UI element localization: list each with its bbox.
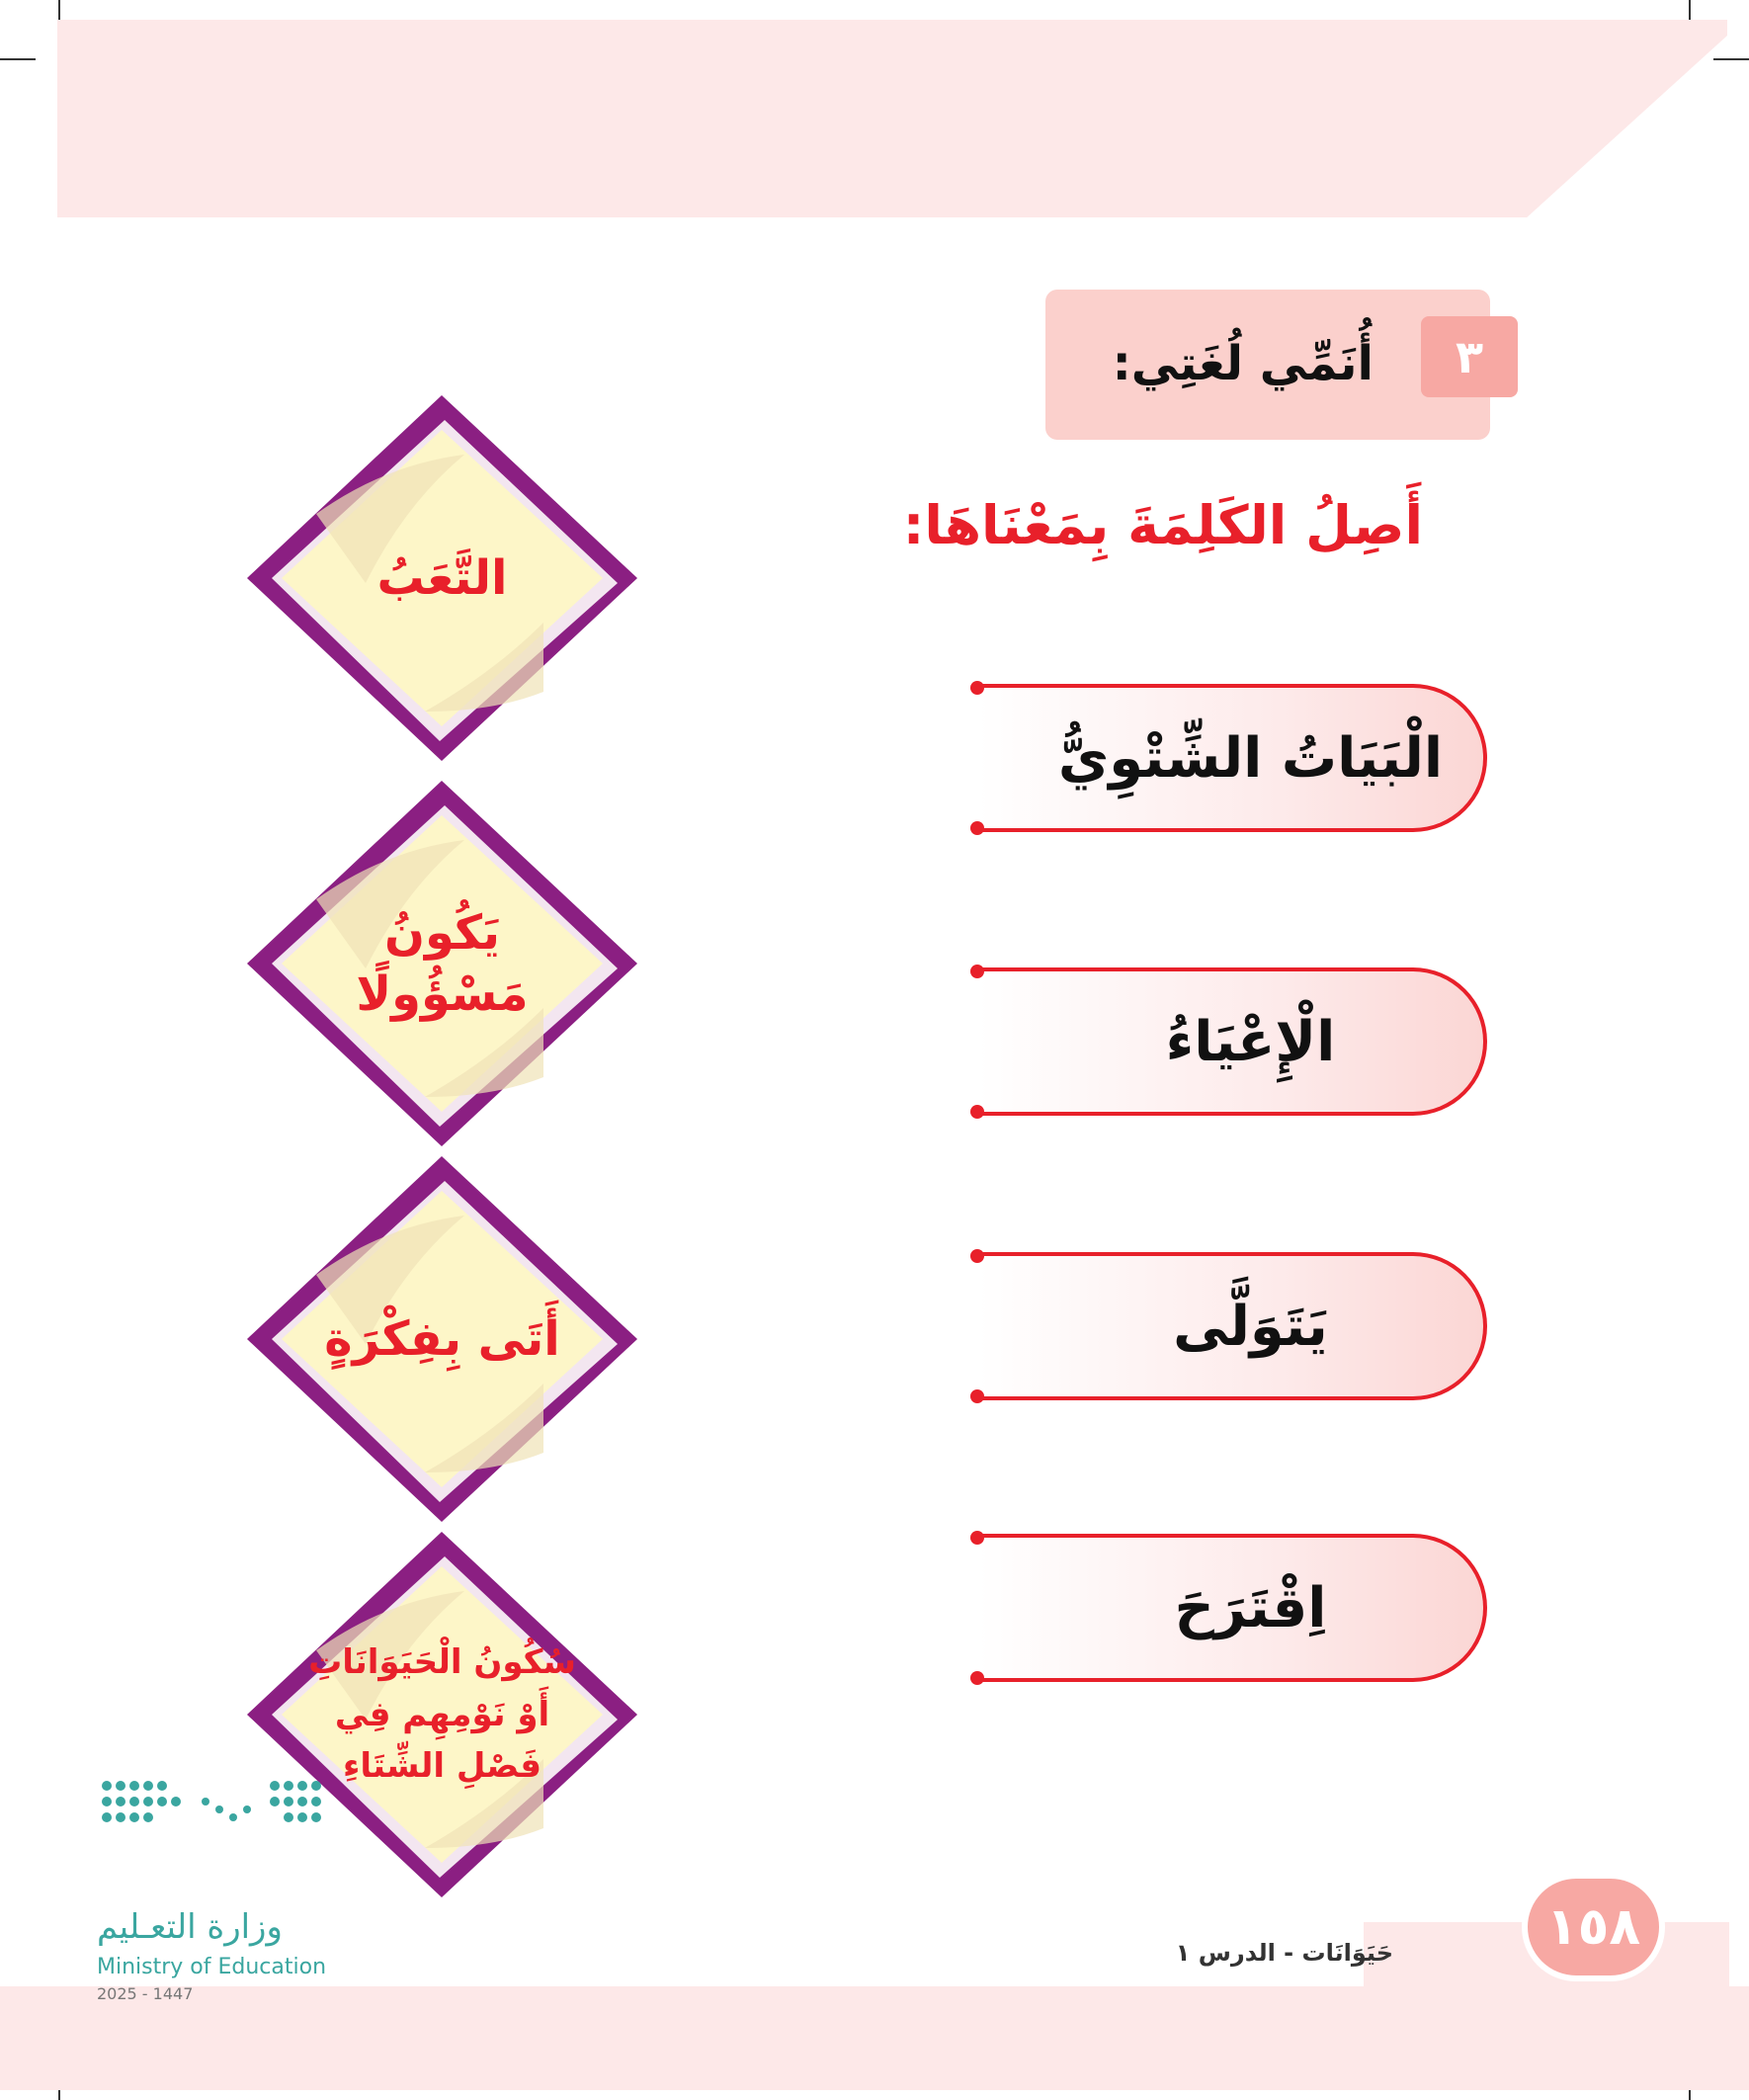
connector-dot[interactable]: [970, 821, 984, 835]
word-label: اِقْتَرَحَ: [1174, 1575, 1327, 1640]
lesson-label: حَيَوَانَات - الدرس ١: [1175, 1939, 1393, 1967]
connector-dot[interactable]: [970, 681, 984, 695]
section-number: ٣: [1455, 330, 1484, 383]
word-label: يَتَوَلَّى: [1173, 1294, 1328, 1359]
edition-year: 2025 - 1447: [97, 1984, 194, 2003]
word-label: الْبَيَاتُ الشِّتْوِيُّ: [1057, 725, 1444, 791]
connector-dot[interactable]: [970, 1105, 984, 1119]
meaning-diamond[interactable]: [247, 781, 637, 1146]
ministry-name-en: Ministry of Education: [97, 1955, 327, 1979]
section-title: أُنَمِّي لُغَتِي:: [1112, 336, 1374, 391]
meaning-diamond[interactable]: [247, 395, 637, 761]
ministry-name-ar: وزارة التعـليم: [97, 1907, 283, 1947]
section-number-tab: [1421, 316, 1518, 397]
word-label: الْإِعْيَاءُ: [1165, 1009, 1336, 1074]
connector-dot[interactable]: [970, 1531, 984, 1545]
connector-dot[interactable]: [970, 1671, 984, 1685]
word-pill[interactable]: [978, 684, 1487, 832]
meaning-diamond[interactable]: [247, 1156, 637, 1522]
connector-dot[interactable]: [970, 965, 984, 978]
page-number: ١٥٨: [1545, 1897, 1641, 1957]
connector-dot[interactable]: [970, 1249, 984, 1263]
top-banner: [57, 20, 1727, 217]
instruction-text: أَصِلُ الكَلِمَةَ بِمَعْنَاهَا:: [902, 494, 1423, 556]
page-number-badge: [1522, 1873, 1665, 1981]
ministry-logo-icon: [97, 1774, 334, 1902]
meaning-label: أَتَى بِفِكْرَةٍ: [324, 1310, 560, 1367]
connector-dot[interactable]: [970, 1389, 984, 1403]
word-pill[interactable]: [978, 1252, 1487, 1400]
meaning-label: التَّعَبُ: [376, 549, 508, 606]
word-pill[interactable]: [978, 1534, 1487, 1682]
meaning-label: سُكُونُ الْحَيَوَانَاتِ أَوْ نَوْمِهِم فِي فَصْلِ الشِّتَاءِ: [308, 1641, 576, 1787]
crop-mark: [1713, 58, 1749, 60]
word-pill[interactable]: [978, 967, 1487, 1116]
meaning-label: يَكُونُ مَسْؤُولًا: [356, 904, 529, 1022]
crop-mark: [0, 58, 36, 60]
